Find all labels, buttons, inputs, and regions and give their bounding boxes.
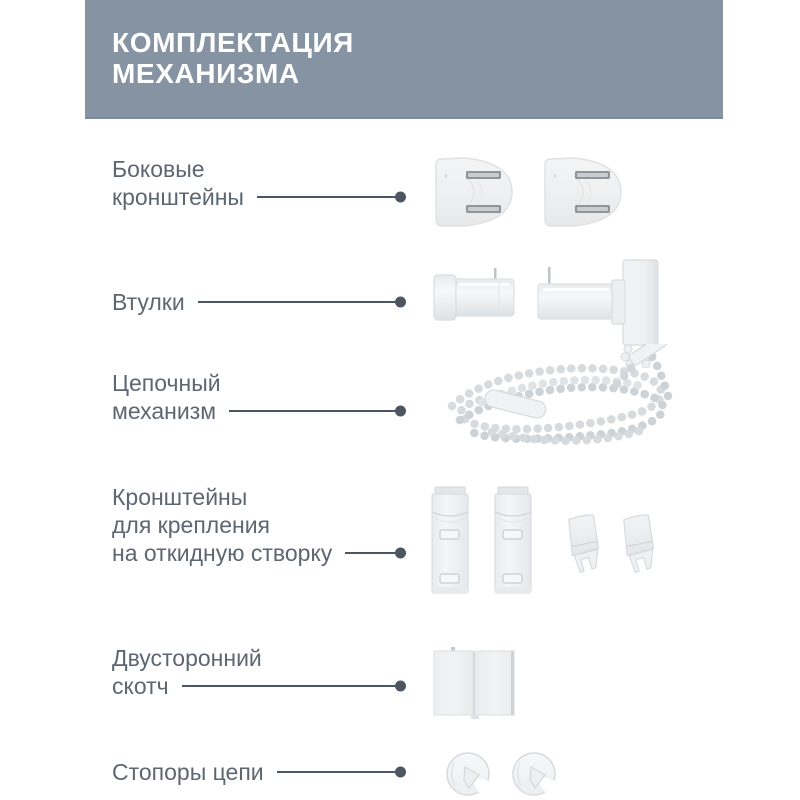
- page-title: [112, 27, 354, 89]
- leader-dot: [395, 681, 406, 692]
- item-label-line: Стопоры цепи: [112, 759, 264, 785]
- chain-mechanism-icon: [432, 344, 696, 464]
- item-label-line: Цепочный: [112, 370, 221, 396]
- item-label-line: скотч: [112, 673, 169, 699]
- sash-hook-icon: [566, 514, 602, 576]
- leader-dot: [395, 192, 406, 203]
- page-title-line1: КОМПЛЕКТАЦИЯ: [112, 27, 354, 58]
- leader-line: [257, 196, 404, 198]
- item-label-line: кронштейны: [112, 184, 244, 210]
- bushing-icon: [433, 266, 515, 328]
- double-sided-tape-icon: [433, 647, 517, 719]
- item-row-sash-brackets: [112, 483, 404, 567]
- chain-stopper-icon: [511, 751, 559, 797]
- item-label-line: Двусторонний: [112, 645, 262, 671]
- sash-bracket-icon: [431, 486, 469, 600]
- side-bracket-icon: [435, 156, 513, 228]
- page-title-line2: МЕХАНИЗМА: [112, 58, 300, 89]
- item-row-bushings: [112, 288, 404, 316]
- leader-dot: [395, 297, 406, 308]
- item-label-line: Боковые: [112, 156, 205, 182]
- sash-bracket-icon: [494, 486, 532, 600]
- side-bracket-icon: [544, 156, 622, 228]
- item-row-double-sided-tape: [112, 644, 404, 700]
- item-row-chain-stoppers: [112, 758, 404, 786]
- item-label-line: Втулки: [112, 289, 185, 315]
- chain-stopper-icon: [445, 751, 493, 797]
- leader-line: [198, 301, 404, 303]
- leader-line: [182, 685, 404, 687]
- item-label-line: механизм: [112, 398, 217, 424]
- item-label-line: для крепления: [112, 512, 271, 538]
- item-row-chain-mechanism: [112, 369, 404, 425]
- leader-dot: [395, 548, 406, 559]
- leader-dot: [395, 406, 406, 417]
- leader-dot: [395, 767, 406, 778]
- item-row-side-brackets: [112, 155, 404, 211]
- item-label-line: Кронштейны: [112, 484, 248, 510]
- leader-line: [345, 552, 404, 554]
- header: [85, 0, 723, 119]
- item-label-line: на откидную створку: [112, 540, 333, 566]
- leader-line: [277, 771, 404, 773]
- leader-line: [229, 410, 404, 412]
- sash-hook-icon: [621, 514, 657, 576]
